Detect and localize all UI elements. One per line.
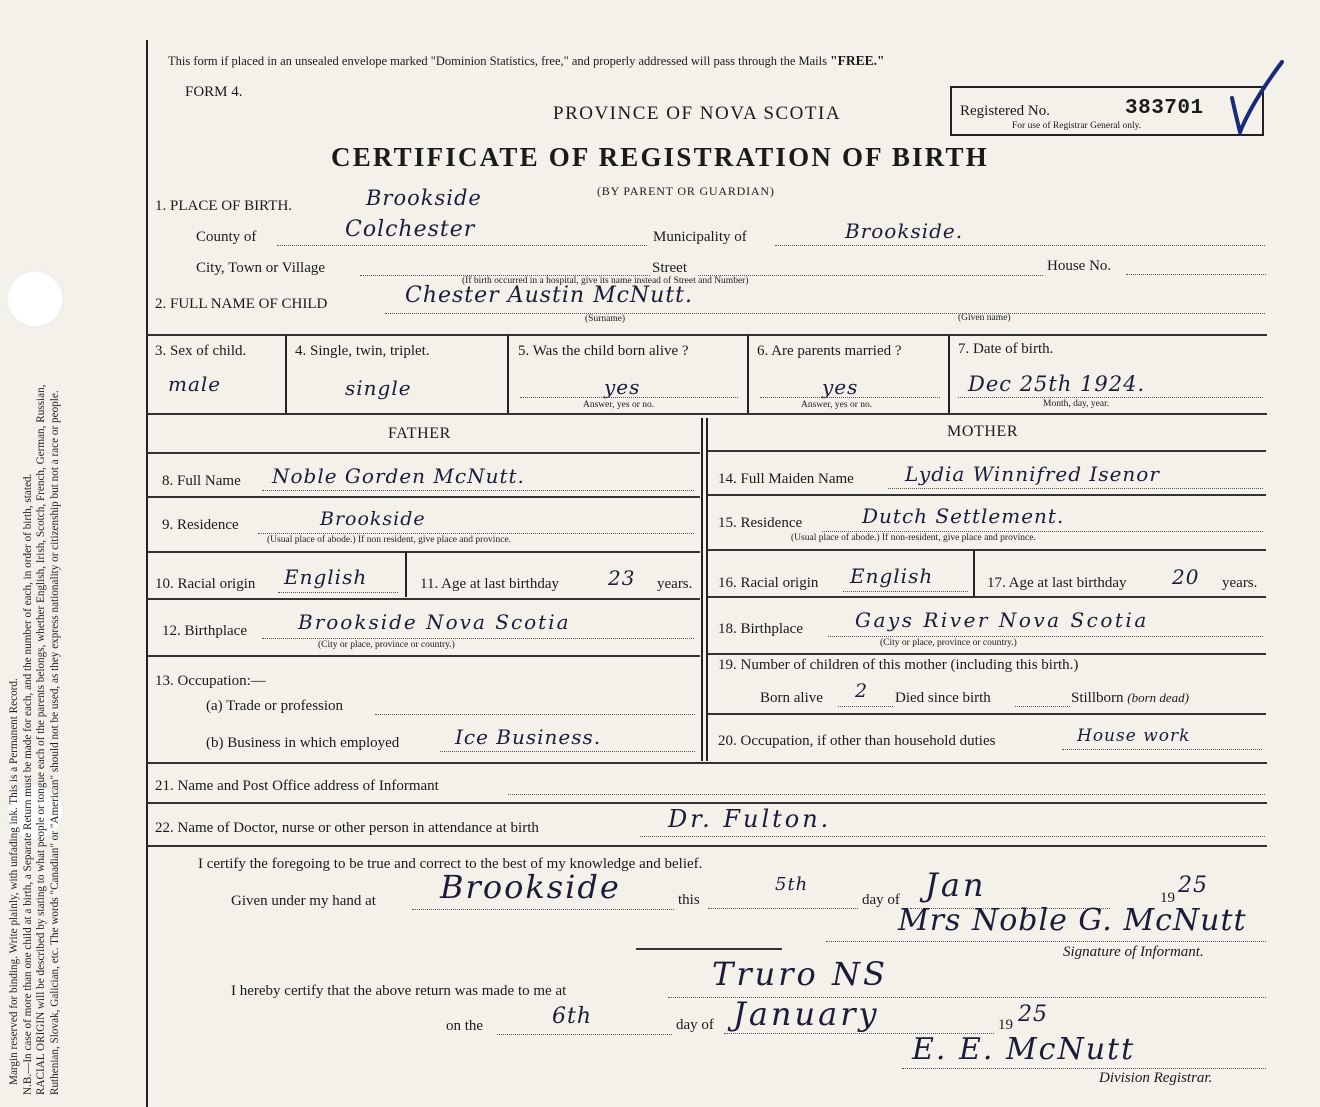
given-place-line: [412, 909, 674, 910]
surname-note: (Surname): [585, 314, 626, 324]
street-label: Street: [652, 260, 687, 276]
mail-free: "FREE.": [830, 53, 885, 68]
registrar-statement: I hereby certify that the above return was made to me at: [231, 983, 567, 999]
center-divider-b: [706, 418, 708, 761]
father-occupation-label: 13. Occupation:—: [155, 673, 266, 689]
mother-race-line: [843, 591, 968, 592]
dob-value: Dec 25th 1924.: [968, 372, 1146, 396]
registrar-signature-line: [902, 1068, 1266, 1069]
this-label: this: [678, 892, 700, 908]
father-name-label: 8. Full Name: [162, 473, 241, 489]
informant-signature: Mrs Noble G. McNutt: [898, 903, 1247, 938]
margin-note-racial: RACIAL ORIGIN will be described by stating to what people or tongue each of the parents belongs, whether English, Irish, Scotch, French, German, Russian,: [35, 384, 48, 1095]
province-title: PROVINCE OF NOVA SCOTIA: [553, 103, 842, 124]
dob-note: Month, day, year.: [1043, 399, 1110, 409]
rule-headings-right: [708, 450, 1266, 452]
doctor-value: Dr. Fulton.: [668, 805, 832, 833]
rule-headings-left: [147, 452, 700, 454]
trade-label: (a) Trade or profession: [206, 698, 344, 714]
reg-year-value: 25: [1018, 1002, 1048, 1027]
rule-m15: [708, 549, 1266, 551]
registered-number: 383701: [1125, 97, 1204, 120]
given-year-value: 25: [1178, 873, 1208, 898]
short-rule: [636, 948, 782, 950]
born-alive-value: 2: [855, 680, 869, 702]
sex-label: 3. Sex of child.: [155, 343, 247, 359]
margin-notes: [8, 35, 158, 1095]
mail-notice: This form if placed in an unsealed envelope marked "Dominion Statistics, free," and properly addressed will pass through the Mails "FREE.": [168, 53, 885, 68]
mother-residence-note: (Usual place of abode.) If non-resident, give place and province.: [791, 533, 1036, 543]
reg-day-value: 6th: [552, 1004, 593, 1029]
father-residence-note: (Usual place of abode.) If non resident, give place and province.: [267, 535, 511, 545]
registrar-signature: E. E. McNutt: [912, 1032, 1136, 1067]
business-value: Ice Business.: [455, 725, 602, 749]
father-birthplace-value: Brookside Nova Scotia: [298, 610, 571, 634]
trade-line: [375, 714, 695, 715]
sex-value: male: [168, 372, 222, 396]
given-day-line: [708, 908, 858, 909]
child-name-line: [385, 313, 1265, 314]
stillborn-text: Stillborn: [1071, 690, 1124, 706]
county-label: County of: [196, 229, 257, 245]
father-birthplace-note: (City or place, province or country.): [318, 640, 455, 650]
municipality-line: [775, 245, 1265, 246]
alive-value: yes: [604, 375, 641, 399]
margin-note-racial-cont: Ruthenian, Slovak, Galician, etc. The words "Canadian" or "American" should not be used, as they express nationality or citizenship but not a race or people.: [48, 390, 61, 1095]
rule-21: [147, 802, 1267, 804]
registrar-note: For use of Registrar General only.: [1012, 121, 1142, 131]
place-of-birth-label: 1. PLACE OF BIRTH.: [155, 198, 293, 214]
mother-occupation-value: House work: [1077, 726, 1191, 746]
county-line: [277, 245, 647, 246]
registrar-place-value: Truro NS: [712, 955, 888, 993]
reg-day-line: [497, 1034, 672, 1035]
given-under-label: Given under my hand at: [231, 893, 376, 909]
mother-occupation-label: 20. Occupation, if other than household duties: [718, 733, 996, 749]
father-birthplace-line: [262, 638, 694, 639]
city-label: City, Town or Village: [196, 260, 326, 276]
alive-answer-note: Answer, yes or no.: [583, 400, 655, 410]
rule-m14: [708, 494, 1266, 496]
rule-m18: [708, 653, 1266, 655]
father-age-value: 23: [608, 566, 636, 590]
center-divider-a: [701, 418, 703, 761]
col-divider-6: [948, 335, 950, 413]
mother-residence-value: Dutch Settlement.: [862, 504, 1065, 528]
reg-month-value: January: [733, 995, 880, 1033]
married-line: [760, 397, 940, 398]
mother-birthplace-label: 18. Birthplace: [718, 621, 803, 637]
children-count-label: 19. Number of children of this mother (including this birth.): [718, 657, 1079, 673]
reg-day-of-label: day of: [676, 1017, 714, 1033]
plurality-label: 4. Single, twin, triplet.: [295, 343, 430, 359]
doctor-line: [640, 836, 1265, 837]
col-divider-5: [747, 335, 749, 413]
given-day-of-label: day of: [862, 892, 900, 908]
house-line: [1126, 274, 1266, 275]
rule-m19: [708, 713, 1266, 715]
father-race-line: [278, 592, 398, 593]
married-label: 6. Are parents married ?: [757, 343, 902, 359]
dob-line: [958, 397, 1263, 398]
given-month-value: Jan: [925, 866, 987, 904]
certify-statement: I certify the foregoing to be true and correct to the best of my knowledge and belief.: [198, 856, 703, 872]
given-year-prefix: 19: [1160, 890, 1175, 906]
doctor-label: 22. Name of Doctor, nurse or other person in attendance at birth: [155, 820, 539, 836]
father-residence-value: Brookside: [320, 508, 426, 530]
rule-m16: [708, 596, 1266, 598]
dob-label: 7. Date of birth.: [958, 341, 1054, 357]
form-number: FORM 4.: [185, 84, 243, 100]
margin-note-binding: Margin reserved for binding. Write plainly, with unfading ink. This is a Permanent Record.: [8, 678, 20, 1085]
margin-note-nb: N.B.—In case of more than one child at a birth, a Separate Return must be made for each, and the number of each, in order of birth, stated.: [21, 473, 34, 1095]
rule-f10: [147, 598, 700, 600]
reg-year-prefix: 19: [998, 1017, 1013, 1033]
mother-age-value: 20: [1172, 565, 1200, 589]
father-name-line: [262, 490, 694, 491]
plurality-value: single: [345, 376, 412, 400]
rule-f8: [147, 496, 700, 498]
married-value: yes: [822, 375, 859, 399]
child-name-label: 2. FULL NAME OF CHILD: [155, 296, 328, 312]
municipality-value: Brookside.: [845, 219, 964, 243]
rule-f12: [147, 655, 700, 657]
on-the-label: on the: [446, 1018, 484, 1034]
father-name-value: Noble Gorden McNutt.: [272, 464, 525, 488]
mother-birthplace-note: (City or place, province or country.): [880, 638, 1017, 648]
mother-race-label: 16. Racial origin: [718, 575, 819, 591]
father-residence-label: 9. Residence: [162, 517, 239, 533]
stillborn-label: [1071, 690, 1189, 707]
given-name-note: (Given name): [958, 313, 1011, 323]
mother-heading: MOTHER: [947, 423, 1019, 440]
given-place-value: Brookside: [440, 868, 621, 906]
married-answer-note: Answer, yes or no.: [801, 400, 873, 410]
given-day-value: 5th: [775, 874, 809, 895]
check-mark: [1228, 58, 1286, 136]
street-line: [698, 275, 1043, 276]
child-name-value: Chester Austin McNutt.: [405, 283, 694, 308]
place-of-birth-value: Brookside: [366, 186, 482, 210]
alive-line: [520, 397, 738, 398]
father-age-label: 11. Age at last birthday: [420, 576, 559, 592]
mother-age-years: years.: [1222, 575, 1258, 591]
alive-label: 5. Was the child born alive ?: [518, 343, 689, 359]
father-race-value: English: [284, 565, 368, 589]
hospital-note: (If birth occurred in a hospital, give its name instead of Street and Number): [462, 276, 749, 286]
rule-f9: [147, 551, 700, 553]
rule-22: [147, 845, 1267, 847]
father-birthplace-label: 12. Birthplace: [162, 623, 247, 639]
mother-birthplace-value: Gays River Nova Scotia: [855, 608, 1149, 632]
col-divider-4: [507, 335, 509, 413]
father-residence-line: [258, 533, 694, 534]
mother-residence-line: [822, 531, 1263, 532]
certificate-title: CERTIFICATE OF REGISTRATION OF BIRTH: [331, 142, 989, 172]
born-alive-label: Born alive: [760, 690, 823, 706]
business-label: (b) Business in which employed: [206, 735, 400, 751]
rule-after-row3: [147, 413, 1267, 415]
mother-race-value: English: [850, 564, 934, 588]
f10-divider: [405, 552, 407, 597]
m16-divider: [973, 550, 975, 596]
house-label: House No.: [1047, 258, 1112, 274]
rule-after-name: [147, 334, 1267, 336]
father-race-label: 10. Racial origin: [155, 576, 256, 592]
registrar-caption: Division Registrar.: [1099, 1070, 1213, 1086]
died-line: [1015, 706, 1070, 707]
mother-name-line: [888, 488, 1263, 489]
mother-name-label: 14. Full Maiden Name: [718, 471, 854, 487]
mother-occupation-line: [1062, 749, 1262, 750]
mother-birthplace-line: [828, 636, 1263, 637]
business-line: [440, 751, 695, 752]
mother-name-value: Lydia Winnifred Isenor: [905, 462, 1160, 486]
father-age-years: years.: [657, 576, 693, 592]
rule-after-parents: [147, 762, 1267, 764]
informant-line: [508, 794, 1265, 795]
mother-age-label: 17. Age at last birthday: [987, 575, 1127, 591]
father-heading: FATHER: [388, 425, 451, 442]
died-since-birth-label: Died since birth: [895, 690, 991, 706]
certificate-subtitle: (BY PARENT OR GUARDIAN): [597, 184, 775, 198]
born-alive-line: [838, 706, 893, 707]
municipality-label: Municipality of: [653, 229, 747, 245]
signature-caption: Signature of Informant.: [1063, 944, 1204, 960]
informant-signature-line: [826, 941, 1266, 942]
county-value: Colchester: [345, 217, 476, 242]
stillborn-note: (born dead): [1127, 690, 1190, 705]
margin-border: [146, 40, 148, 1107]
informant-label: 21. Name and Post Office address of Informant: [155, 778, 439, 794]
mother-residence-label: 15. Residence: [718, 515, 803, 531]
col-divider-3: [285, 335, 287, 413]
registered-label: Registered No.: [960, 103, 1050, 119]
